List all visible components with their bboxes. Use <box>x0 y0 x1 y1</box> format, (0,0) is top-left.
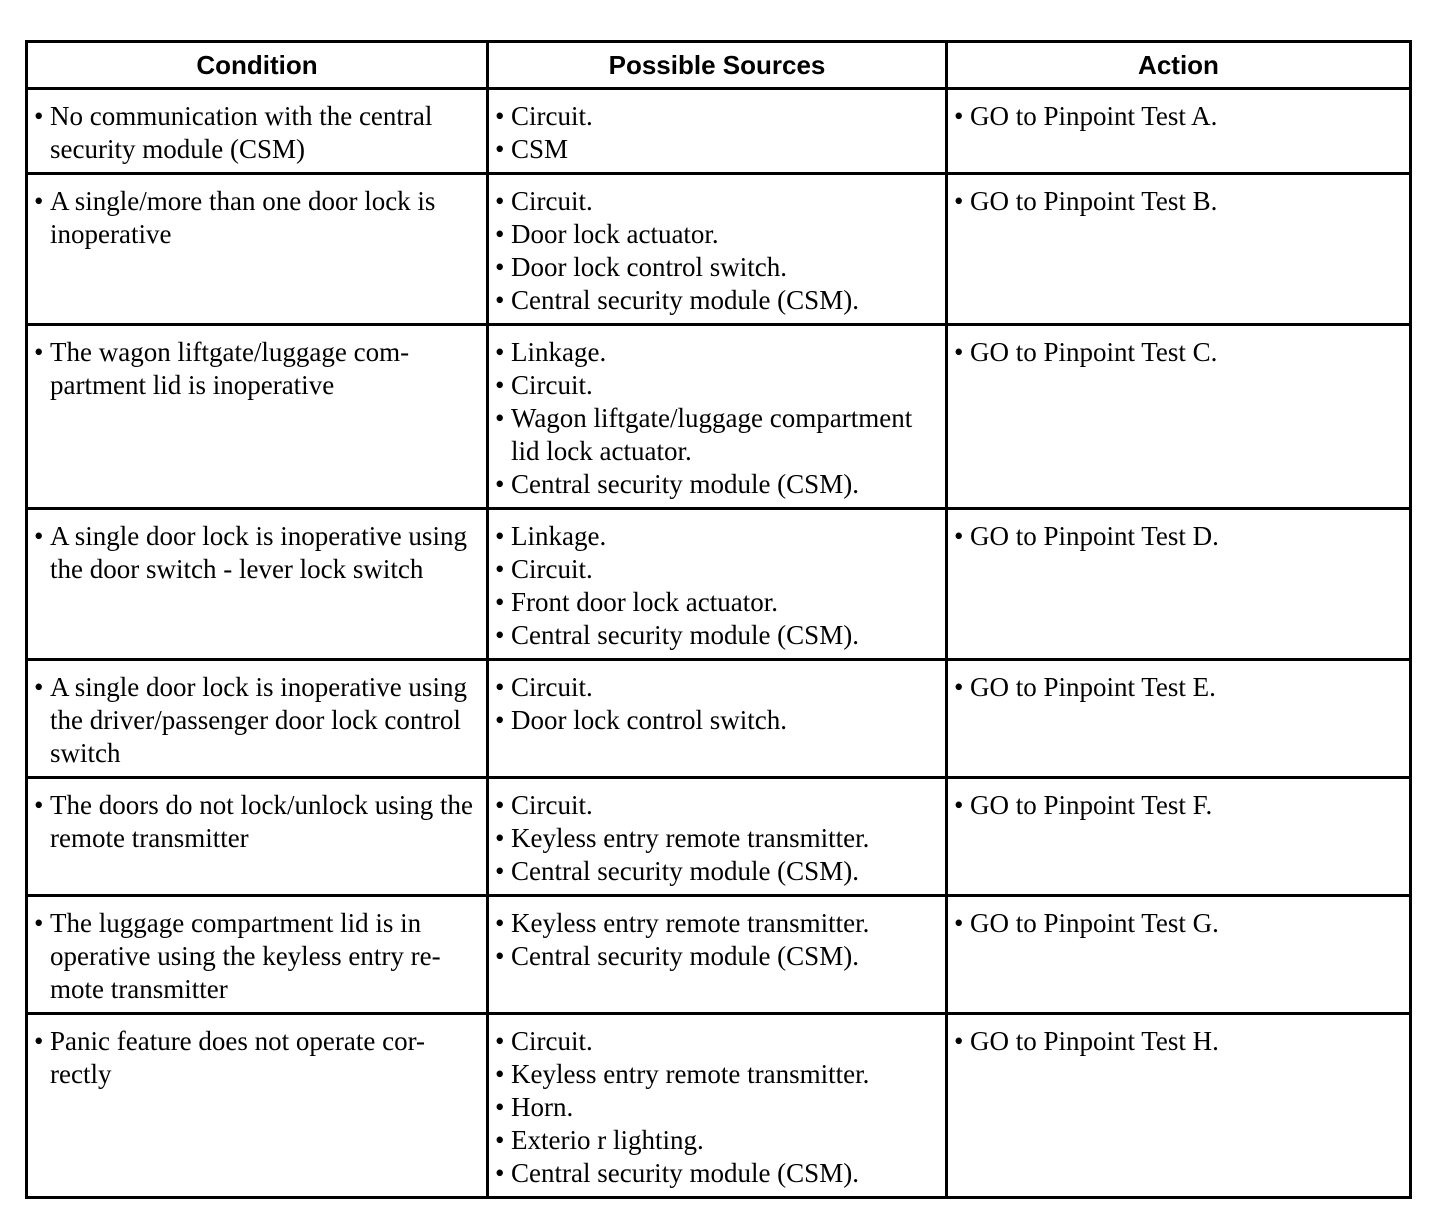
table-row <box>27 896 1411 1014</box>
source-item: • Circuit. <box>495 369 939 402</box>
action-cell <box>947 89 1411 174</box>
source-item: • Circuit. <box>495 553 939 586</box>
condition-text: • A single door lock is inoperative using the door switch - lever lock switch <box>34 520 480 586</box>
source-item: • Keyless entry remote transmitter. <box>495 1058 939 1091</box>
source-item: • Wagon liftgate/luggage compartment lid lock actuator. <box>495 402 939 468</box>
action-text: • GO to Pinpoint Test E. <box>954 671 1403 704</box>
source-item: • Horn. <box>495 1091 939 1124</box>
action-cell <box>947 325 1411 509</box>
condition-cell <box>27 509 488 660</box>
source-item: • Central security module (CSM). <box>495 284 939 317</box>
source-item: • Circuit. <box>495 1025 939 1058</box>
table-row <box>27 174 1411 325</box>
diagnosis-table <box>25 40 1412 1199</box>
possible-sources-cell <box>488 325 947 509</box>
action-cell <box>947 660 1411 778</box>
possible-sources-cell <box>488 1014 947 1198</box>
condition-cell <box>27 89 488 174</box>
condition-text: • The wagon liftgate/luggage com-partment lid is inoperative <box>34 336 480 402</box>
table-row <box>27 1014 1411 1198</box>
action-cell <box>947 1014 1411 1198</box>
table-row <box>27 660 1411 778</box>
condition-text: • A single/more than one door lock is inoperative <box>34 185 480 251</box>
source-item: • Circuit. <box>495 789 939 822</box>
source-item: • Keyless entry remote transmitter. <box>495 822 939 855</box>
source-item: • Door lock actuator. <box>495 218 939 251</box>
action-text: • GO to Pinpoint Test D. <box>954 520 1403 553</box>
possible-sources-cell <box>488 89 947 174</box>
table-row <box>27 89 1411 174</box>
action-cell <box>947 509 1411 660</box>
source-item: • Exterio r lighting. <box>495 1124 939 1157</box>
action-cell <box>947 778 1411 896</box>
table-row <box>27 325 1411 509</box>
possible-sources-cell <box>488 778 947 896</box>
condition-text: • The luggage compartment lid is in operative using the keyless entry re-mote transmitter <box>34 907 480 1006</box>
source-item: • Door lock control switch. <box>495 251 939 284</box>
condition-text: • No communication with the central security module (CSM) <box>34 100 480 166</box>
condition-cell <box>27 778 488 896</box>
action-text: • GO to Pinpoint Test H. <box>954 1025 1403 1058</box>
source-item: • Keyless entry remote transmitter. <box>495 907 939 940</box>
action-text: • GO to Pinpoint Test B. <box>954 185 1403 218</box>
condition-cell <box>27 325 488 509</box>
source-item: • Front door lock actuator. <box>495 586 939 619</box>
possible-sources-cell <box>488 174 947 325</box>
condition-text: • Panic feature does not operate cor-rectly <box>34 1025 480 1091</box>
column-header-possible-sources: Possible Sources <box>488 42 947 89</box>
source-item: • Linkage. <box>495 520 939 553</box>
source-item: • Circuit. <box>495 185 939 218</box>
action-text: • GO to Pinpoint Test F. <box>954 789 1403 822</box>
condition-cell <box>27 896 488 1014</box>
source-item: • CSM <box>495 133 939 166</box>
source-item: • Circuit. <box>495 671 939 704</box>
possible-sources-cell <box>488 509 947 660</box>
action-text: • GO to Pinpoint Test A. <box>954 100 1403 133</box>
column-header-condition: Condition <box>27 42 488 89</box>
table-row <box>27 778 1411 896</box>
action-text: • GO to Pinpoint Test G. <box>954 907 1403 940</box>
condition-cell <box>27 660 488 778</box>
header-row <box>27 42 1411 89</box>
column-header-action: Action <box>947 42 1411 89</box>
condition-text: • The doors do not lock/unlock using the remote transmitter <box>34 789 480 855</box>
source-item: • Circuit. <box>495 100 939 133</box>
table-row <box>27 509 1411 660</box>
source-item: • Linkage. <box>495 336 939 369</box>
action-cell <box>947 174 1411 325</box>
condition-text: • A single door lock is inoperative using the driver/passenger door lock control switch <box>34 671 480 770</box>
source-item: • Central security module (CSM). <box>495 468 939 501</box>
source-item: • Central security module (CSM). <box>495 1157 939 1190</box>
condition-cell <box>27 1014 488 1198</box>
possible-sources-cell <box>488 896 947 1014</box>
source-item: • Central security module (CSM). <box>495 619 939 652</box>
action-text: • GO to Pinpoint Test C. <box>954 336 1403 369</box>
source-item: • Central security module (CSM). <box>495 855 939 888</box>
condition-cell <box>27 174 488 325</box>
action-cell <box>947 896 1411 1014</box>
source-item: • Door lock control switch. <box>495 704 939 737</box>
source-item: • Central security module (CSM). <box>495 940 939 973</box>
table-body <box>27 89 1411 1198</box>
possible-sources-cell <box>488 660 947 778</box>
